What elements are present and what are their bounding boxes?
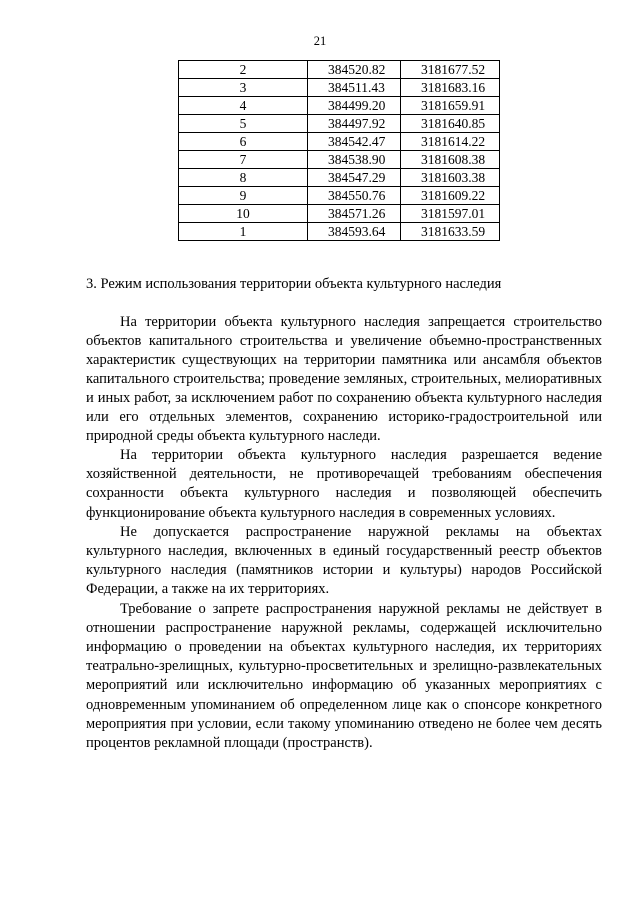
table-row <box>179 205 500 223</box>
point-number-cell: 3 <box>179 79 308 97</box>
point-number-cell: 1 <box>179 223 308 241</box>
table-row <box>179 133 500 151</box>
table-row <box>179 169 500 187</box>
table-row <box>179 79 500 97</box>
x-coordinate-cell: 384499.20 <box>308 97 401 115</box>
section-body <box>86 313 602 753</box>
page-number: 21 <box>313 34 327 48</box>
y-coordinate-cell: 3181640.85 <box>401 115 500 133</box>
table-row <box>179 115 500 133</box>
coordinates-table <box>178 60 500 241</box>
x-coordinate-cell: 384520.82 <box>308 61 401 79</box>
y-coordinate-cell: 3181633.59 <box>401 223 500 241</box>
point-number-cell: 5 <box>179 115 308 133</box>
x-coordinate-cell: 384547.29 <box>308 169 401 187</box>
x-coordinate-cell: 384571.26 <box>308 205 401 223</box>
table-row <box>179 223 500 241</box>
x-coordinate-cell: 384542.47 <box>308 133 401 151</box>
y-coordinate-cell: 3181603.38 <box>401 169 500 187</box>
table-row <box>179 151 500 169</box>
y-coordinate-cell: 3181609.22 <box>401 187 500 205</box>
paragraph-permitted-activity: На территории объекта культурного наследия разрешается ведение хозяйственной деятельности, не противоречащей требованиям обеспечения сохранности объекта культурного наследия и позволяющей обеспечить функционирование объекта культурного наследия в современных условиях. <box>86 447 602 521</box>
point-number-cell: 6 <box>179 133 308 151</box>
y-coordinate-cell: 3181677.52 <box>401 61 500 79</box>
paragraph-advertising-exception: Требование о запрете распространения наружной рекламы не действует в отношении распространение наружной рекламы, содержащей исключительно информацию о проведении на объектах культурного наследия, их территориях театрально-зрелищных, культурно-просветительных и зрелищно-развлекательных мероприятий или исключительно информацию об указанных мероприятиях с одновременным упоминанием об определенном лице как о спонсоре конкретного мероприятия при условии, если такому упоминанию отведено не более чем десять процентов рекламной площади (пространств). <box>86 600 602 752</box>
paragraph-prohibitions: На территории объекта культурного наследия запрещается строительство объектов капитального строительства и увеличение объемно-пространственных характеристик существующих на территории памятника или ансамбля объектов капитального строительства; проведение земляных, строительных, мелиоративных и иных работ, за исключением работ по сохранению объекта культурного наследия или его отдельных элементов, сохранению историко-градостроительной или природной среды объекта культурного наследи. <box>86 314 602 444</box>
y-coordinate-cell: 3181614.22 <box>401 133 500 151</box>
table-row <box>179 97 500 115</box>
table-row <box>179 187 500 205</box>
y-coordinate-cell: 3181659.91 <box>401 97 500 115</box>
paragraph-advertising-ban: Не допускается распространение наружной рекламы на объектах культурного наследия, включенных в единый государственный реестр объектов культурного наследия (памятников истории и культуры) народов Российской Федерации, а также на их территориях. <box>86 523 602 598</box>
point-number-cell: 7 <box>179 151 308 169</box>
point-number-cell: 9 <box>179 187 308 205</box>
x-coordinate-cell: 384550.76 <box>308 187 401 205</box>
y-coordinate-cell: 3181608.38 <box>401 151 500 169</box>
table-row <box>179 61 500 79</box>
x-coordinate-cell: 384511.43 <box>308 79 401 97</box>
point-number-cell: 2 <box>179 61 308 79</box>
x-coordinate-cell: 384497.92 <box>308 115 401 133</box>
y-coordinate-cell: 3181597.01 <box>401 205 500 223</box>
point-number-cell: 4 <box>179 97 308 115</box>
x-coordinate-cell: 384593.64 <box>308 223 401 241</box>
point-number-cell: 10 <box>179 205 308 223</box>
point-number-cell: 8 <box>179 169 308 187</box>
x-coordinate-cell: 384538.90 <box>308 151 401 169</box>
y-coordinate-cell: 3181683.16 <box>401 79 500 97</box>
section-heading: 3. Режим использования территории объекта культурного наследия <box>86 276 502 292</box>
